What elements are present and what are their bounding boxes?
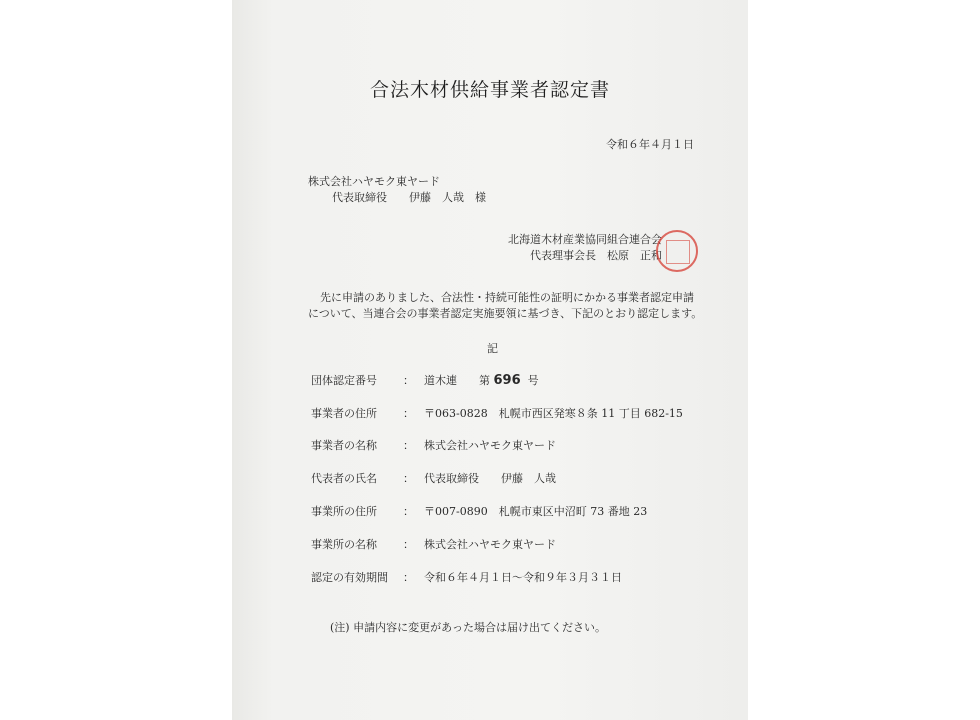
row-colon: ：	[403, 472, 414, 485]
issuer-org: 北海道木材産業協同組合連合会	[508, 233, 662, 246]
row-label: 事業者の住所	[311, 407, 377, 420]
row-label: 代表者の氏名	[311, 472, 377, 485]
body-line-1: 先に申請のありました、合法性・持続可能性の証明にかかる事業者認定申請	[320, 291, 694, 304]
addressee-person: 代表取締役 伊藤 人哉 様	[332, 191, 486, 204]
official-seal-stamp	[656, 230, 698, 272]
row-value: 株式会社ハヤモク東ヤード	[424, 538, 556, 551]
row-colon: ：	[403, 571, 414, 584]
note-text: (注) 申請内容に変更があった場合は届け出てください。	[330, 621, 606, 634]
row-label: 認定の有効期間	[311, 571, 388, 584]
row-colon: ：	[403, 439, 414, 452]
row-value: 株式会社ハヤモク東ヤード	[424, 439, 556, 452]
certification-number: 696	[493, 373, 521, 388]
row-colon: ：	[403, 505, 414, 518]
number-suffix: 号	[527, 374, 539, 387]
row-colon: ：	[403, 538, 414, 551]
row-label: 事業所の住所	[311, 505, 377, 518]
number-prefix: 道木連 第	[424, 374, 490, 387]
row-value: 令和６年４月１日～令和９年３月３１日	[424, 571, 622, 584]
issuer-rep: 代表理事会長 松原 正和	[530, 249, 662, 262]
row-label: 団体認定番号	[311, 374, 377, 387]
body-line-2: について、当連合会の事業者認定実施要領に基づき、下記のとおり認定します。	[308, 307, 703, 320]
row-colon: ：	[403, 374, 414, 387]
row-value: 〒063-0828 札幌市西区発寒８条 11 丁目 682-15	[424, 407, 683, 420]
ki-heading: 記	[487, 342, 498, 355]
row-label: 事業者の名称	[311, 439, 377, 452]
row-value	[424, 374, 539, 388]
row-value: 〒007-0890 札幌市東区中沼町 73 番地 23	[424, 505, 648, 518]
row-label: 事業所の名称	[311, 538, 377, 551]
row-colon: ：	[403, 407, 414, 420]
row-value: 代表取締役 伊藤 人哉	[424, 472, 556, 485]
addressee-company: 株式会社ハヤモク東ヤード	[308, 175, 440, 188]
issue-date: 令和６年４月１日	[606, 138, 694, 151]
certificate-paper	[232, 0, 748, 720]
document-title: 合法木材供給事業者認定書	[369, 79, 610, 101]
